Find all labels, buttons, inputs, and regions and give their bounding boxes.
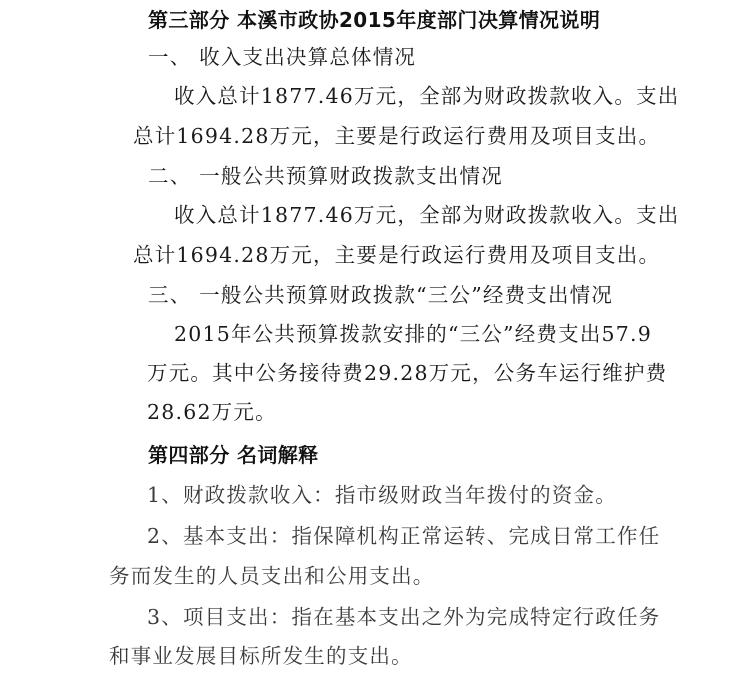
part4-title: 第四部分 名词解释 xyxy=(148,443,319,467)
section3-paragraph-line3: 28.62万元。 xyxy=(147,400,277,424)
section3-paragraph-line1: 2015年公共预算拨款安排的“三公”经费支出57.9 xyxy=(174,322,652,346)
section2-paragraph-line1: 收入总计1877.46万元，全部为财政拨款收入。支出 xyxy=(174,203,680,227)
term2-line1: 2、基本支出：指保障机构正常运转、完成日常工作任 xyxy=(147,524,661,548)
part3-title: 第三部分 本溪市政协2015年度部门决算情况说明 xyxy=(148,8,601,32)
section2-paragraph-line2: 总计1694.28万元，主要是行政运行费用及项目支出。 xyxy=(133,243,661,267)
term3-line1: 3、项目支出：指在基本支出之外为完成特定行政任务 xyxy=(147,605,661,629)
section3-paragraph-line2: 万元。其中公务接待费29.28万元，公务车运行维护费 xyxy=(147,361,668,385)
term1-line1: 1、财政拨款收入：指市级财政当年拨付的资金。 xyxy=(147,483,617,507)
term2-line2: 务而发生的人员支出和公用支出。 xyxy=(109,564,435,588)
term3-line2: 和事业发展目标所发生的支出。 xyxy=(109,644,413,668)
section1-paragraph-line2: 总计1694.28万元，主要是行政运行费用及项目支出。 xyxy=(133,124,661,148)
section1-paragraph-line1: 收入总计1877.46万元，全部为财政拨款收入。支出 xyxy=(174,84,680,108)
section2-heading: 二、 一般公共预算财政拨款支出情况 xyxy=(148,164,503,188)
section1-heading: 一、 收入支出决算总体情况 xyxy=(148,45,417,69)
section3-heading: 三、 一般公共预算财政拨款“三公”经费支出情况 xyxy=(148,283,614,307)
